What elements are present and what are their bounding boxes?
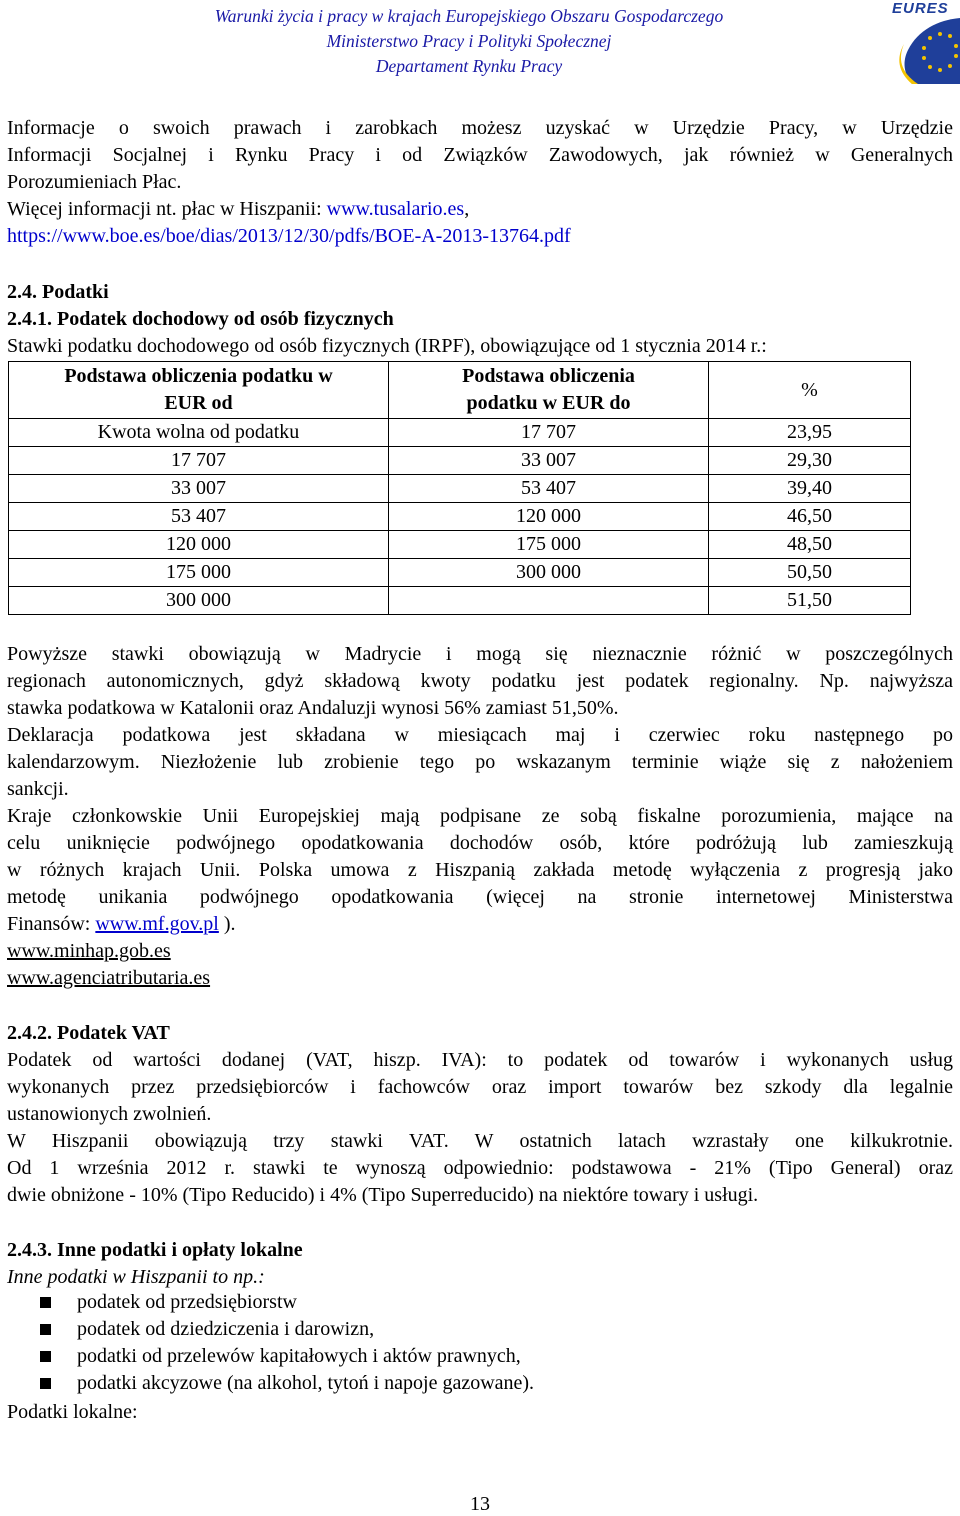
list-item: podatki akcyzowe (na alkohol, tytoń i napoje gazowane).	[7, 1370, 953, 1397]
page-number: 13	[470, 1493, 490, 1515]
cell-to: 120 000	[389, 503, 709, 531]
eures-wordmark: EURES	[892, 0, 949, 17]
table-row	[9, 559, 911, 587]
table-row	[9, 419, 911, 447]
section-heading-taxes: 2.4. Podatki	[7, 281, 109, 303]
agencia-link[interactable]: www.agenciatributaria.es	[7, 967, 211, 989]
bullet-square-icon	[40, 1324, 51, 1335]
text-line: metodę unikania podwójnego opodatkowania (więcej na stronie internetowej Ministerstwa	[7, 886, 953, 908]
income-tax-table	[8, 361, 911, 615]
intro-paragraph	[7, 115, 953, 250]
text-line: dwie obniżone - 10% (Tipo Reducido) i 4% (Tipo Superreducido) na niektóre towary i usługi.	[7, 1184, 759, 1206]
cell-from: 53 407	[9, 503, 389, 531]
cell-from: 300 000	[9, 587, 389, 615]
cell-to	[389, 587, 709, 615]
table-row	[9, 475, 911, 503]
header-ministry: Ministerstwo Pracy i Polityki Społecznej	[326, 31, 612, 51]
cell-rate: 50,50	[709, 559, 911, 587]
tusalario-link[interactable]: www.tusalario.es	[326, 198, 465, 220]
bullet-square-icon	[40, 1351, 51, 1362]
section-heading-income-tax: 2.4.1. Podatek dochodowy od osób fizycznych	[7, 308, 394, 330]
text-line: Powyższe stawki obowiązują w Madrycie i mogą się nieznacznie różnić w poszczególnych	[7, 643, 953, 665]
text-line: sankcji.	[7, 778, 69, 800]
cell-from: 17 707	[9, 447, 389, 475]
tax-notes	[7, 641, 953, 992]
list-item: podatek od dziedziczenia i darowizn,	[7, 1316, 953, 1343]
text-line: Podatek od wartości dodanej (VAT, hiszp. IVA): to podatek od towarów i wykonanych usług	[7, 1049, 953, 1071]
mf-gov-link[interactable]: www.mf.gov.pl	[95, 913, 219, 935]
cell-to: 33 007	[389, 447, 709, 475]
list-item: podatek od przedsiębiorstw	[7, 1289, 953, 1316]
link-separator: ,	[464, 198, 470, 220]
cell-rate: 23,95	[709, 419, 911, 447]
minhap-link[interactable]: www.minhap.gob.es	[7, 940, 171, 962]
text-line: W Hiszpanii obowiązują trzy stawki VAT. W ostatnich latach wzrastały one kilkukrotnie.	[7, 1130, 953, 1152]
bullet-square-icon	[40, 1378, 51, 1389]
cell-rate: 48,50	[709, 531, 911, 559]
cell-from: 33 007	[9, 475, 389, 503]
cell-from: 120 000	[9, 531, 389, 559]
header-base-to: Podstawa obliczenia podatku w EUR do	[389, 362, 709, 419]
text-line: regionach autonomicznych, gdyż składową kwoty podatku jest podatek regionalny. Np. najwyższa	[7, 670, 953, 692]
cell-to: 17 707	[389, 419, 709, 447]
more-info-line	[7, 196, 953, 223]
page-header	[0, 4, 960, 79]
table-header-row	[9, 362, 911, 419]
text-line: Finansów: www.mf.gov.pl ).	[7, 913, 236, 935]
text-line: Kraje członkowskie Unii Europejskiej mają podpisane ze sobą fiskalne porozumienia, mające na	[7, 805, 953, 827]
header-base-from: Podstawa obliczenia podatku w EUR od	[9, 362, 389, 419]
cell-rate: 51,50	[709, 587, 911, 615]
header-title: Warunki życia i pracy w krajach Europejskiego Obszaru Gospodarczego	[214, 6, 724, 26]
cell-to: 53 407	[389, 475, 709, 503]
other-taxes-list-wrap	[7, 1289, 953, 1397]
bullet-square-icon	[40, 1297, 51, 1308]
intro-line: Porozumieniach Płac.	[7, 171, 182, 193]
boe-pdf-link[interactable]: https://www.boe.es/boe/dias/2013/12/30/pdfs/BOE-A-2013-13764.pdf	[7, 225, 571, 247]
table-row	[9, 531, 911, 559]
table-row	[9, 587, 911, 615]
text-line: wykonanych przez przedsiębiorców i fachowców oraz import towarów bez szkody dla legalnie	[7, 1076, 953, 1098]
other-taxes-intro: Inne podatki w Hiszpanii to np.:	[7, 1266, 265, 1288]
text-line: kalendarzowym. Niezłożenie lub zrobienie tego po wskazanym terminie wiąże się z nałożeniem	[7, 751, 953, 773]
header-department: Departament Rynku Pracy	[375, 56, 563, 76]
cell-rate: 29,30	[709, 447, 911, 475]
table-row	[9, 447, 911, 475]
cell-rate: 39,40	[709, 475, 911, 503]
cell-to: 300 000	[389, 559, 709, 587]
text-line: w różnych krajach Unii. Polska umowa z Hiszpanią zakłada metodę wyłączenia z progresją jako	[7, 859, 953, 881]
cell-rate: 46,50	[709, 503, 911, 531]
other-taxes-list	[7, 1289, 953, 1397]
intro-line: Informacje o swoich prawach i zarobkach możesz uzyskać w Urzędzie Pracy, w Urzędzie	[7, 117, 953, 139]
text-line: celu uniknięcie podwójnego opodatkowania dochodów osób, które podróżują lub zamieszkują	[7, 832, 953, 854]
cell-to: 175 000	[389, 531, 709, 559]
eures-logo	[878, 0, 960, 84]
table-caption: Stawki podatku dochodowego od osób fizycznych (IRPF), obowiązujące od 1 stycznia 2014 r.:	[7, 335, 767, 357]
table-row	[9, 503, 911, 531]
header-percent: %	[709, 362, 911, 419]
text-line: stawka podatkowa w Katalonii oraz Andaluzji wynosi 56% zamiast 51,50%.	[7, 697, 619, 719]
section-heading-other-taxes: 2.4.3. Inne podatki i opłaty lokalne	[7, 1239, 303, 1261]
local-taxes-label: Podatki lokalne:	[7, 1401, 138, 1423]
section-heading-vat: 2.4.2. Podatek VAT	[7, 1022, 170, 1044]
text-line: Deklaracja podatkowa jest składana w miesiącach maj i czerwiec roku następnego po	[7, 724, 953, 746]
text-line: Od 1 września 2012 r. stawki te wynoszą odpowiednio: podstawowa - 21% (Tipo General) oraz	[7, 1157, 953, 1179]
list-item: podatki od przelewów kapitałowych i aktów prawnych,	[7, 1343, 953, 1370]
intro-line: Informacji Socjalnej i Rynku Pracy i od Związków Zawodowych, jak również w Generalnych	[7, 144, 953, 166]
more-info-text: Więcej informacji nt. płac w Hiszpanii:	[7, 198, 327, 220]
cell-from: Kwota wolna od podatku	[9, 419, 389, 447]
text-line: ustanowionych zwolnień.	[7, 1103, 212, 1125]
vat-text	[7, 1047, 953, 1209]
cell-from: 175 000	[9, 559, 389, 587]
